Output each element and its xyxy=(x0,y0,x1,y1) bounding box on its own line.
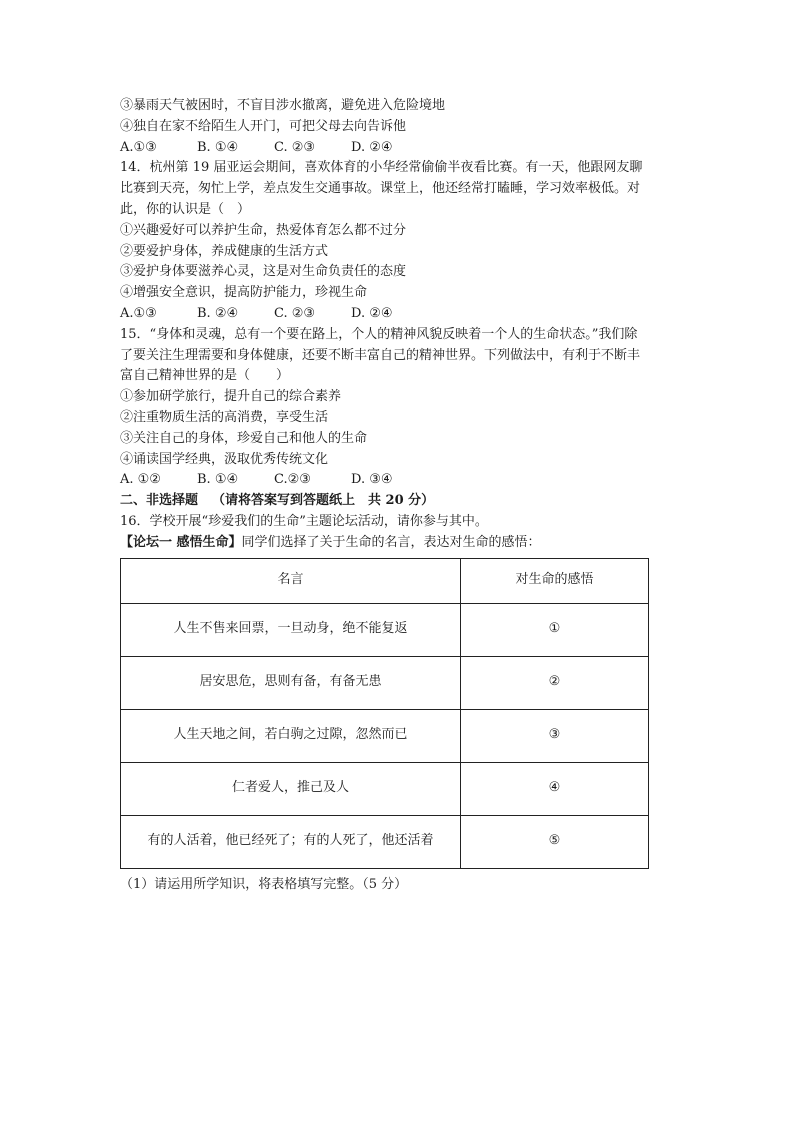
forum-label: 【论坛一 感悟生命】 xyxy=(120,534,242,550)
section-note: （请将答案写到答题纸上 共 20 分） xyxy=(212,493,435,509)
option-4: ④增强安全意识，提高防护能力，珍视生命 xyxy=(120,285,368,301)
table-row xyxy=(121,815,649,868)
choice-b: B. ②④ xyxy=(197,305,239,321)
question-stem-line: 15．“身体和灵魂，总有一个要在路上，个人的精神风貌反映着一个人的生命状态。”我们除 xyxy=(120,326,638,342)
choice-c: C. ②③ xyxy=(274,139,316,155)
option-1: ①兴趣爱好可以养护生命，热爱体育怎么都不过分 xyxy=(120,222,407,238)
section-title: 二、非选择题 xyxy=(120,493,199,509)
table-header-row xyxy=(121,558,649,603)
question-16 xyxy=(120,512,680,895)
answer-choices xyxy=(120,470,680,491)
option-1: ①参加研学旅行，提升自己的综合素养 xyxy=(120,389,342,405)
table-row xyxy=(121,762,649,815)
quotes-table xyxy=(120,558,649,869)
option-2: ②注重物质生活的高消费，享受生活 xyxy=(120,409,329,425)
question-stem-line: 了要关注生理需要和身体健康，还要不断丰富自己的精神世界。下列做法中，有利于不断丰 xyxy=(120,347,641,363)
insight-cell: ③ xyxy=(461,709,649,762)
insight-cell: ⑤ xyxy=(461,815,649,868)
choice-c: C.②③ xyxy=(274,472,311,488)
choice-a: A.①③ xyxy=(120,139,157,155)
option-3: ③爱护身体要滋养心灵，这是对生命负责任的态度 xyxy=(120,264,407,280)
option-2: ②要爱护身体，养成健康的生活方式 xyxy=(120,243,329,259)
quote-cell: 人生不售来回票，一旦动身，绝不能复返 xyxy=(121,603,461,656)
option-3: ③关注自己的身体，珍爱自己和他人的生命 xyxy=(120,430,368,446)
section-heading xyxy=(120,491,680,512)
insight-cell: ④ xyxy=(461,762,649,815)
insight-cell: ② xyxy=(461,656,649,709)
sub-question-1: （1）请运用所学知识，将表格填写完整。（5 分） xyxy=(120,876,408,892)
choice-d: D. ②④ xyxy=(351,139,393,155)
choice-c: C. ②③ xyxy=(274,305,316,321)
choice-d: D. ③④ xyxy=(351,472,393,488)
question-stem-line: 14．杭州第 19 届亚运会期间，喜欢体育的小华经常偷偷半夜看比赛。有一天，他跟网友聊 xyxy=(120,160,643,176)
table-row xyxy=(121,709,649,762)
question-stem-line: 此，你的认识是（ ） xyxy=(120,201,251,217)
prev-question xyxy=(120,96,680,158)
choice-b: B. ①④ xyxy=(197,139,239,155)
quote-cell: 有的人活着，他已经死了；有的人死了，他还活着 xyxy=(121,815,461,868)
option-4: ④诵读国学经典，汲取优秀传统文化 xyxy=(120,451,329,467)
choice-a: A. ①② xyxy=(120,472,161,488)
insight-cell: ① xyxy=(461,603,649,656)
quote-cell: 居安思危，思则有备，有备无患 xyxy=(121,656,461,709)
answer-choices xyxy=(120,304,680,325)
choice-a: A.①③ xyxy=(120,305,157,321)
option-3: ③暴雨天气被困时，不盲目涉水撤离，避免进入危险境地 xyxy=(120,98,446,113)
question-stem-line: 比赛到天亮，匆忙上学，差点发生交通事故。课堂上，他还经常打瞌睡，学习效率极低。对 xyxy=(120,181,641,197)
question-stem-line: 富自己精神世界的是（ ） xyxy=(120,368,290,384)
table-row xyxy=(121,603,649,656)
table-row xyxy=(121,656,649,709)
forum-intro xyxy=(120,533,680,554)
choice-d: D. ②④ xyxy=(351,305,393,321)
answer-choices xyxy=(120,138,680,159)
quote-cell: 仁者爱人，推己及人 xyxy=(121,762,461,815)
question-15 xyxy=(120,325,680,491)
exam-page xyxy=(120,96,680,895)
quote-cell: 人生天地之间，若白驹之过隙，忽然而已 xyxy=(121,709,461,762)
forum-text: 同学们选择了关于生命的名言，表达对生命的感悟： xyxy=(241,534,541,550)
column-header-insight: 对生命的感悟 xyxy=(461,558,649,603)
question-14 xyxy=(120,158,680,324)
question-stem-line: 16．学校开展“珍爱我们的生命”主题论坛活动，请你参与其中。 xyxy=(120,513,488,529)
column-header-quote: 名言 xyxy=(121,558,461,603)
option-4: ④独自在家不给陌生人开门，可把父母去向告诉他 xyxy=(120,118,407,134)
choice-b: B. ①④ xyxy=(197,472,239,488)
